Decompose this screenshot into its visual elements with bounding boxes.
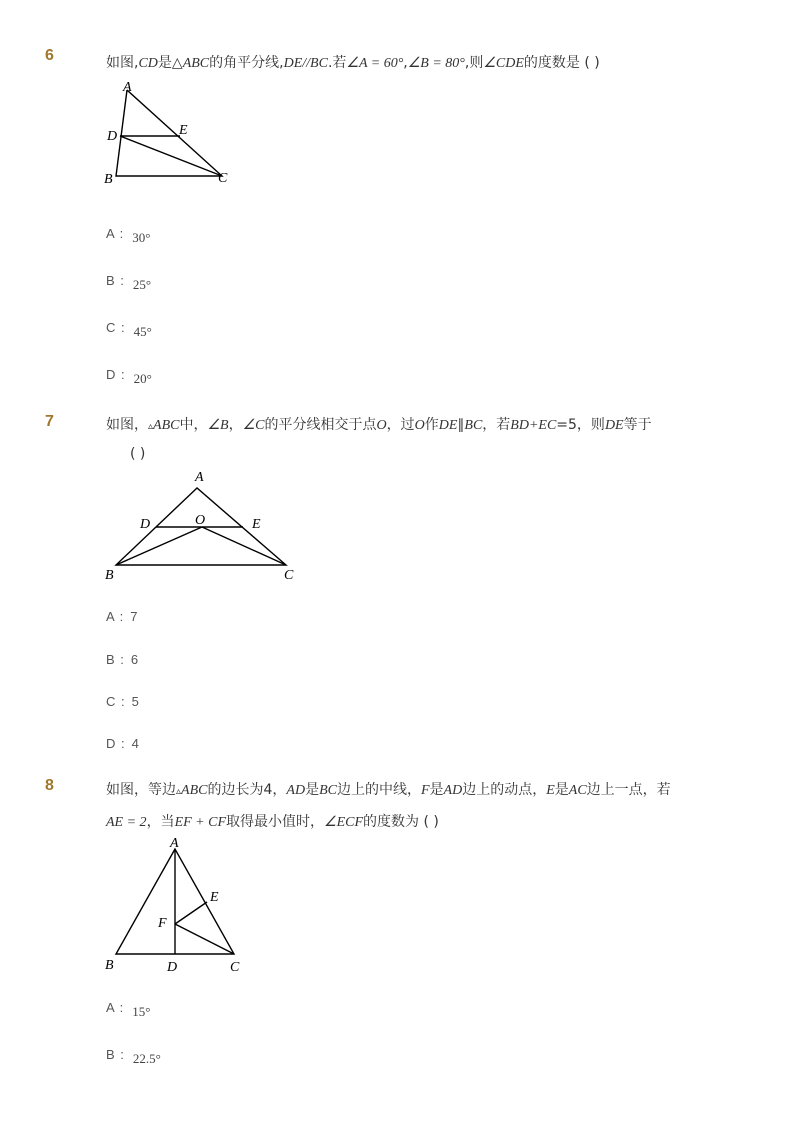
- option-value: 25°: [132, 277, 152, 292]
- stem-math: ABC: [181, 783, 208, 798]
- triangle-abc: [116, 90, 222, 176]
- option-value: 4: [131, 736, 139, 751]
- answer-option[interactable]: [106, 1000, 151, 1019]
- option-value: 15°: [132, 1004, 151, 1019]
- point-label: C: [284, 568, 294, 583]
- answer-option[interactable]: [106, 320, 152, 339]
- point-label: A: [123, 80, 132, 95]
- option-label: A :: [106, 1000, 125, 1015]
- point-label: E: [252, 517, 261, 532]
- question-number: 8: [45, 777, 54, 794]
- stem-math: AC: [568, 783, 587, 798]
- option-value: 6: [130, 652, 139, 667]
- stem-math: ABC: [153, 418, 180, 433]
- stem-text: ,: [403, 55, 408, 71]
- stem-text: ，当: [146, 814, 175, 830]
- question-stem-bracket: ( ): [130, 446, 146, 462]
- stem-text: ∥: [457, 417, 465, 433]
- stem-math: ABC: [182, 56, 210, 71]
- stem-text: 作: [424, 417, 439, 433]
- answer-option[interactable]: [106, 652, 138, 668]
- option-label: C :: [106, 320, 126, 335]
- stem-math: O: [376, 418, 387, 433]
- option-label: B :: [106, 652, 125, 667]
- stem-text: 等于: [623, 417, 652, 433]
- stem-math: E: [546, 783, 555, 798]
- option-label: A :: [106, 226, 125, 241]
- option-label: B :: [106, 273, 125, 288]
- point-label: B: [104, 172, 113, 187]
- option-label: B :: [106, 1047, 125, 1062]
- answer-option[interactable]: [106, 694, 139, 710]
- option-value: 22.5°: [132, 1051, 161, 1066]
- answer-option[interactable]: [106, 736, 139, 752]
- segment-co: [202, 527, 286, 565]
- answer-option[interactable]: [106, 367, 152, 386]
- answer-option[interactable]: [106, 609, 137, 625]
- stem-math: CD: [138, 56, 158, 71]
- stem-text: .若: [327, 55, 347, 71]
- stem-math: ∠C: [242, 418, 265, 433]
- stem-text: 取得最小值时，: [226, 814, 325, 830]
- stem-text: 的度数是 ( ): [523, 55, 600, 71]
- option-value: 7: [130, 609, 138, 624]
- stem-text: 的边长为4，: [207, 782, 287, 798]
- option-label: C :: [106, 694, 126, 709]
- stem-text: 边上的中线，: [336, 782, 421, 798]
- stem-text: ,则: [464, 55, 484, 71]
- stem-math: DE: [604, 418, 624, 433]
- stem-math: AE = 2: [106, 815, 147, 830]
- geometry-figure: [100, 78, 240, 188]
- stem-text: ▵: [148, 421, 154, 432]
- stem-math: BD+EC: [510, 418, 557, 433]
- stem-text: 是: [554, 782, 569, 798]
- stem-math: BC: [319, 783, 337, 798]
- option-value: 30°: [132, 230, 151, 245]
- point-label: A: [170, 836, 179, 851]
- point-label: O: [195, 513, 206, 528]
- stem-text: 边上一点，若: [586, 782, 671, 798]
- point-label: F: [158, 916, 167, 931]
- stem-text: ▵: [176, 786, 182, 797]
- point-label: C: [218, 171, 228, 186]
- geometry-figure: [100, 833, 250, 978]
- option-label: A :: [106, 609, 125, 624]
- point-label: A: [195, 470, 204, 485]
- stem-math: BC: [464, 418, 483, 433]
- stem-text: 如图，等边: [106, 782, 176, 798]
- point-label: C: [230, 960, 240, 975]
- stem-text: ，过: [386, 417, 415, 433]
- stem-text: 如图,: [106, 55, 139, 71]
- geometry-figure: [100, 468, 300, 583]
- stem-math: O: [414, 418, 425, 433]
- stem-text: 是: [429, 782, 444, 798]
- answer-option[interactable]: [106, 273, 152, 292]
- stem-text: 如图，: [106, 417, 148, 433]
- point-label: D: [107, 129, 118, 144]
- stem-math: ∠CDE: [483, 56, 524, 71]
- stem-math: DE: [438, 418, 458, 433]
- stem-math: F: [420, 783, 430, 798]
- stem-text: 的平分线相交于点: [264, 417, 377, 433]
- option-value: 45°: [133, 324, 152, 339]
- stem-text: =5，则: [556, 417, 605, 433]
- stem-text: 的角平分线,: [209, 55, 284, 71]
- segment-bo: [116, 527, 202, 565]
- stem-text: 边上的动点，: [462, 782, 547, 798]
- stem-text: 的度数为 ( ): [363, 814, 439, 830]
- answer-option[interactable]: [106, 1047, 161, 1066]
- question-stem-line2: [106, 811, 439, 831]
- option-label: D :: [106, 736, 126, 751]
- question-number: 6: [45, 47, 54, 64]
- stem-math: DE//BC: [283, 56, 328, 71]
- stem-text: 是: [305, 782, 320, 798]
- stem-math: AD: [286, 783, 306, 798]
- stem-math: ∠B = 80°: [407, 56, 465, 71]
- question-number: 7: [45, 413, 54, 430]
- stem-math: AD: [443, 783, 463, 798]
- point-label: B: [105, 958, 114, 973]
- stem-math: ∠B: [207, 418, 229, 433]
- option-value: 20°: [133, 371, 152, 386]
- stem-text: 中，: [179, 417, 208, 433]
- segment-dc: [120, 136, 222, 176]
- answer-option[interactable]: [106, 226, 151, 245]
- point-label: B: [105, 568, 114, 583]
- stem-text: ，若: [482, 417, 511, 433]
- point-label: D: [167, 960, 178, 975]
- point-label: E: [179, 123, 188, 138]
- stem-text: ，: [228, 417, 243, 433]
- point-label: D: [140, 517, 151, 532]
- stem-math: ∠A = 60°: [346, 56, 404, 71]
- question-stem: [106, 414, 652, 434]
- option-value: 5: [131, 694, 139, 709]
- question-stem: [106, 52, 600, 72]
- stem-math: ∠ECF: [324, 815, 364, 830]
- stem-text: 是△: [157, 55, 183, 71]
- segment-fe: [175, 902, 207, 924]
- stem-math: EF + CF: [174, 815, 227, 830]
- question-stem: [106, 779, 671, 799]
- point-label: E: [210, 890, 219, 905]
- option-label: D :: [106, 367, 126, 382]
